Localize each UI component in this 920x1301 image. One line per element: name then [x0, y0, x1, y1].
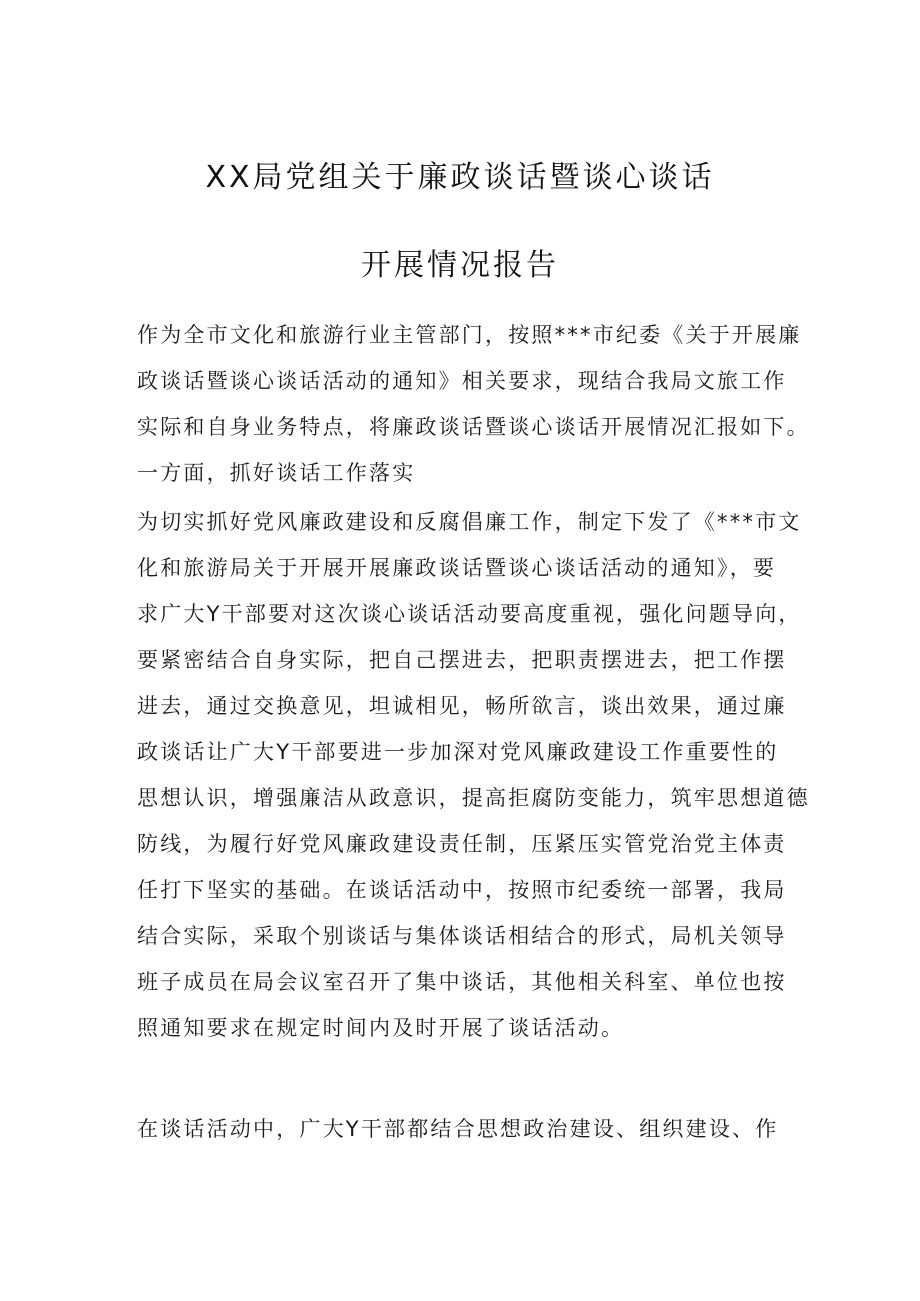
- body-paragraph-2: [137, 1106, 792, 1152]
- text-line: 作为全市文化和旅游行业主管部门，按照***市纪委《关于开展廉: [137, 323, 802, 347]
- text-line: 化和旅游局关于开展开展廉政谈话暨谈心谈话活动的通知》，要: [137, 556, 777, 580]
- text-line: 实际和自身业务特点，将廉政谈话暨谈心谈话开展情况汇报如下。: [137, 415, 810, 439]
- document-title-line-2: 开展情况报告: [361, 248, 559, 283]
- text-line: 政谈话暨谈心谈话活动的通知》相关要求，现结合我局文旅工作: [137, 369, 787, 393]
- text-line: 任打下坚实的基础。在谈话活动中，按照市纪委统一部署，我局: [137, 878, 787, 902]
- text-line: 为切实抓好党风廉政建设和反腐倡廉工作，制定下发了《***市文: [137, 510, 802, 534]
- text-line: 结合实际，采取个别谈话与集体谈话相结合的形式，局机关领导: [137, 924, 787, 948]
- document-title-line-1: XX局党组关于廉政谈话暨谈心谈话: [205, 160, 715, 195]
- text-line: 要紧密结合自身实际，把自己摆进去，把职责摆进去，把工作摆: [137, 648, 787, 672]
- text-line: 进去，通过交换意见，坦诚相见，畅所欲言，谈出效果，通过廉: [137, 694, 787, 718]
- text-line: 求广大Y干部要对这次谈心谈话活动要高度重视，强化问题导向，: [137, 602, 802, 626]
- text-line: 思想认识，增强廉洁从政意识，提高拒腐防变能力，筑牢思想道德: [137, 786, 810, 810]
- text-line: 在谈话活动中，广大Y干部都结合思想政治建设、组织建设、作: [137, 1117, 779, 1141]
- intro-paragraph: [137, 312, 810, 496]
- text-line: 防线，为履行好党风廉政建设责任制，压紧压实管党治党主体责: [137, 832, 787, 856]
- body-paragraph-1: [137, 499, 810, 1051]
- section-heading: 一方面，抓好谈话工作落实: [137, 461, 416, 485]
- text-line: 照通知要求在规定时间内及时开展了谈话活动。: [137, 1016, 625, 1040]
- text-line: 班子成员在局会议室召开了集中谈话，其他相关科室、单位也按: [137, 970, 787, 994]
- text-line: 政谈话让广大Y干部要进一步加深对党风廉政建设工作重要性的: [137, 740, 779, 764]
